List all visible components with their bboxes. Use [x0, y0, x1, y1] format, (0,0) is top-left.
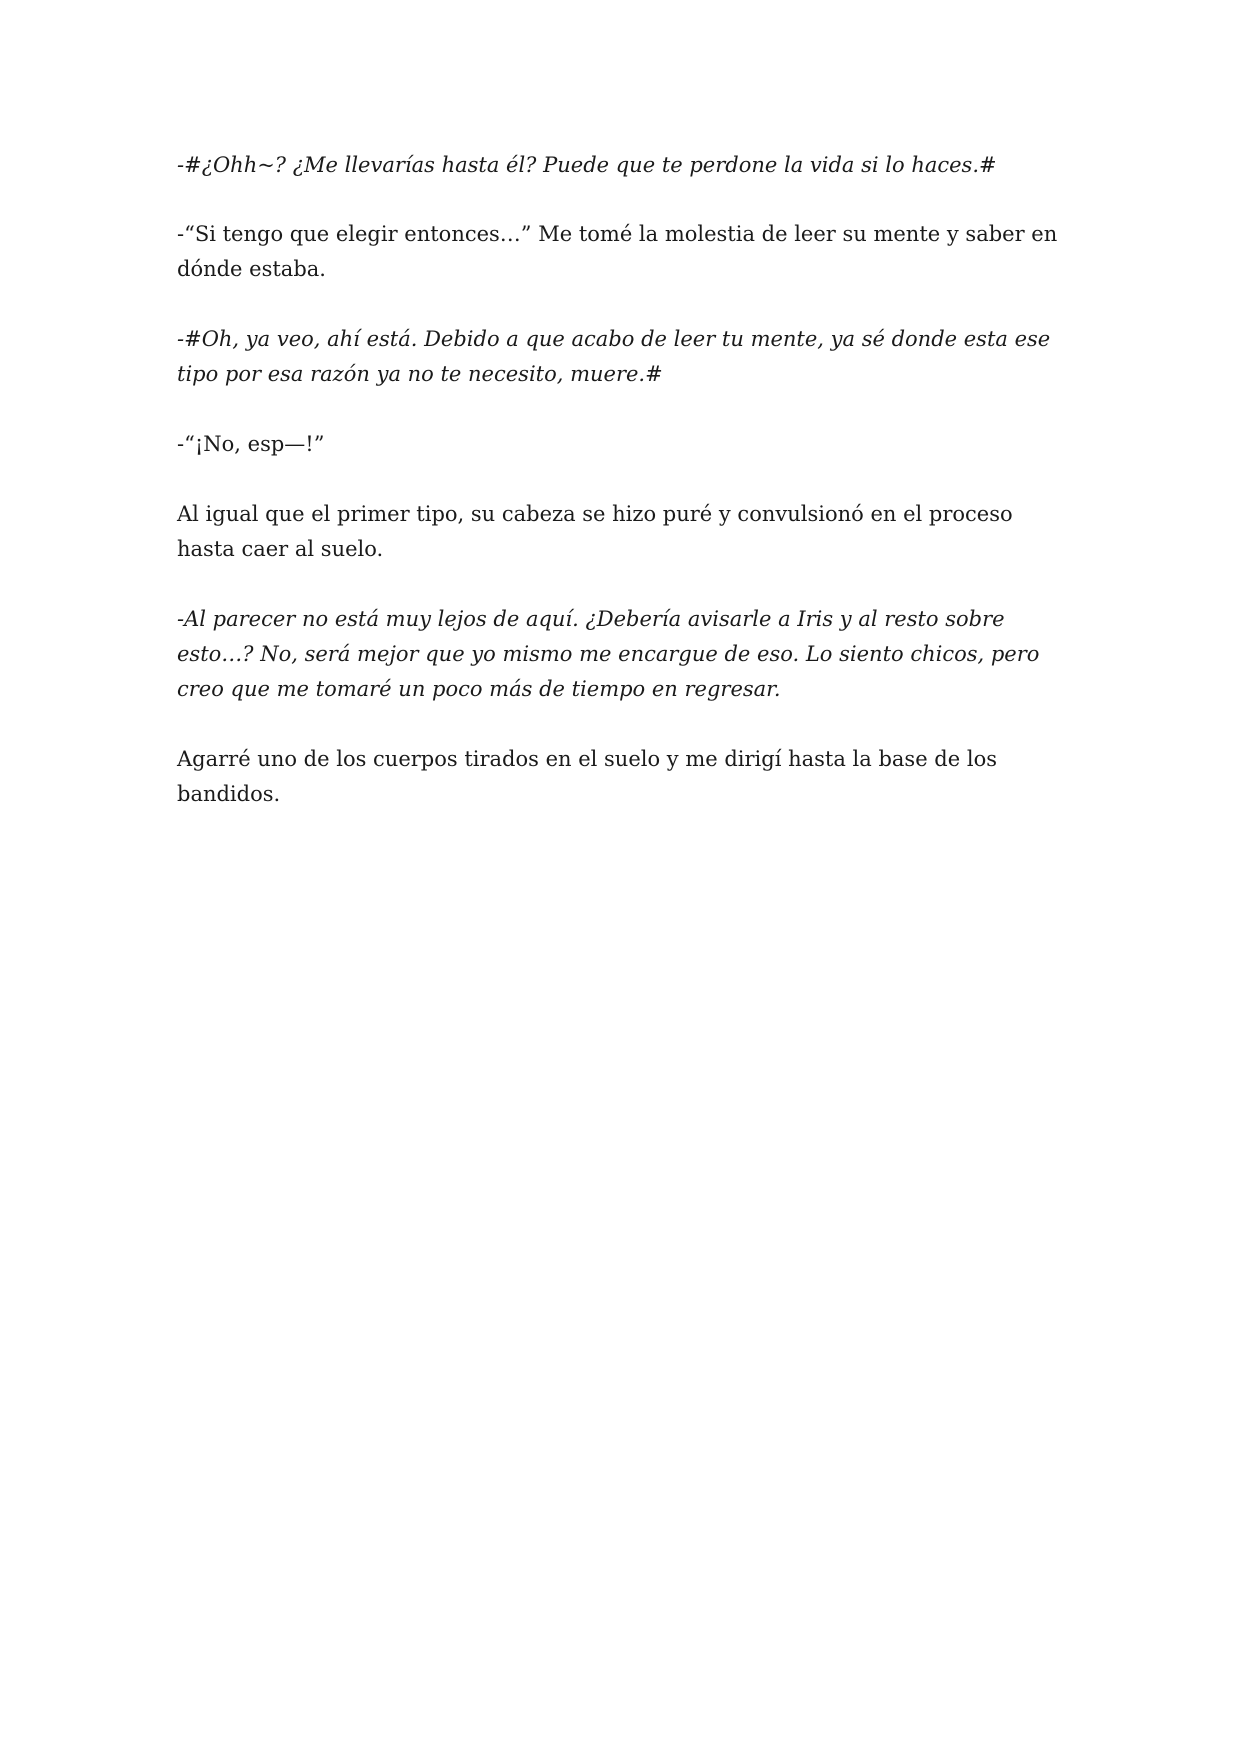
document-body [177, 148, 1067, 848]
paragraph-narration-2: Agarré uno de los cuerpos tirados en el suelo y me dirigí hasta la base de los bandidos. [177, 747, 997, 806]
paragraph-dialogue-telepathic-2: -#Oh, ya veo, ahí está. Debido a que acabo de leer tu mente, ya sé donde esta ese tipo por esa razón ya no te necesito, muere.# [177, 327, 1051, 386]
paragraph-dialogue-telepathic-1: -#¿Ohh~? ¿Me llevarías hasta él? Puede que te perdone la vida si lo haces.# [177, 153, 997, 177]
paragraph-inner-thought: -Al parecer no está muy lejos de aquí. ¿Debería avisarle a Iris y al resto sobre esto…? No, será mejor que yo mismo me encargue de eso. Lo siento chicos, pero creo que me tomaré un poco más de tiempo en regresar. [177, 607, 1040, 701]
paragraph-dialogue-1: -“Si tengo que elegir entonces…” Me tomé la molestia de leer su mente y saber en dónde estaba. [177, 222, 1058, 281]
paragraph-narration-1: Al igual que el primer tipo, su cabeza se hizo puré y convulsionó en el proceso hasta caer al suelo. [177, 502, 1013, 561]
paragraph-dialogue-2: -“¡No, esp—!” [177, 432, 325, 456]
